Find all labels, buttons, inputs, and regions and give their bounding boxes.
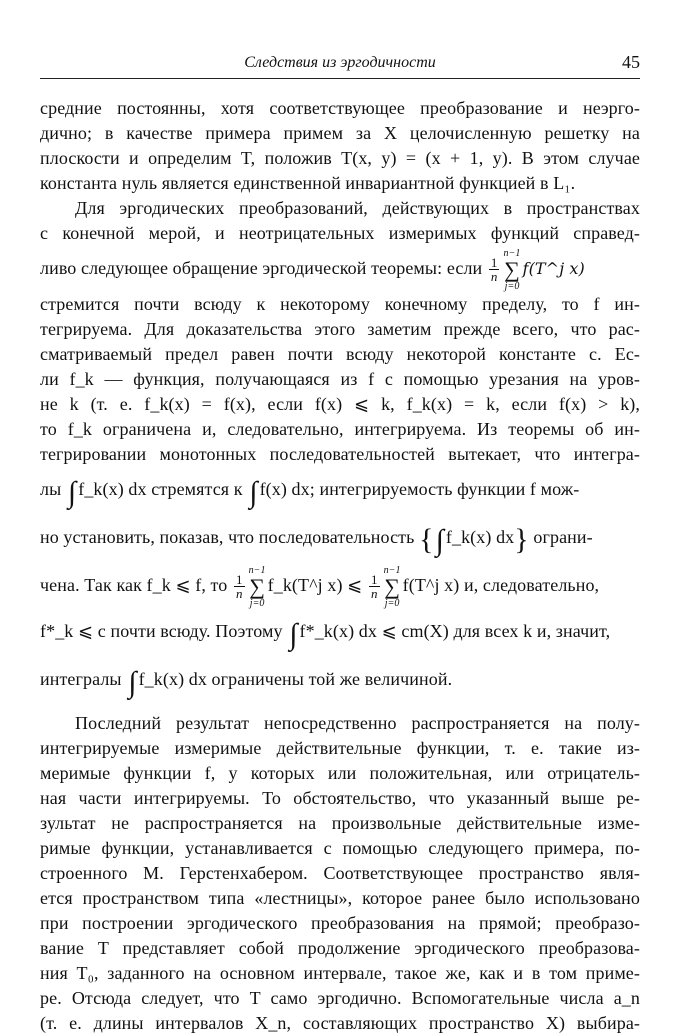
text-fragment: но установить, показав, что последовательность <box>40 526 415 547</box>
integral-sign: ∫ <box>67 475 77 509</box>
integral-sign: ∫ <box>128 665 137 699</box>
text-line: то f_k ограничена и, следовательно, интегрируема. Из теоремы об ин- <box>40 418 640 439</box>
text-fragment: f_k(T^j x) ⩽ <box>267 574 363 595</box>
text-fragment: ограни- <box>533 526 593 547</box>
text-line-with-integral <box>40 609 640 657</box>
text-line: ния T₀, заданного на основном интервале, такое же, как и в том приме- <box>40 962 640 983</box>
right-brace: } <box>514 522 529 556</box>
text-line: строенного М. Герстенхабером. Соответствующее пространство явля- <box>40 862 640 883</box>
fraction-numerator: 1 <box>235 572 243 588</box>
running-header <box>40 50 640 79</box>
text-line: ется пространством типа «лестницы», которое ранее было использовано <box>40 887 640 908</box>
page-number: 45 <box>622 52 640 72</box>
text-fragment: лы <box>40 478 62 499</box>
text-line: средние постоянны, хотя соответствующее преобразование и неэрго- <box>40 98 640 118</box>
text-line: вание T представляет собой продолжение эргодического преобразова- <box>40 937 640 958</box>
text-line: не k (т. е. f_k(x) = f(x), если f(x) ⩽ k, f_k(x) = k, если f(x) > k), <box>40 393 640 414</box>
text-line: константа нуль является единственной инвариантной функцией в L₁. <box>40 173 576 193</box>
sum-lower-limit: j=0 <box>504 280 520 292</box>
text-fragment: f_k(x) dx стремятся к <box>78 478 243 499</box>
text-line: с конечной мерой, и неотрицательных измеримых функций справед- <box>40 223 640 243</box>
text-line: при построении эргодического преобразования на прямой; преобразо- <box>40 912 640 933</box>
text-line: ная части интегрируемы. То обстоятельство, что указанный выше ре- <box>40 787 640 808</box>
fraction-numerator: 1 <box>370 572 378 588</box>
text-line: дично; в качестве примера примем за X целочисленную решетку на <box>40 123 640 143</box>
text-fragment: интегралы <box>40 668 122 689</box>
running-title: Следствия из эргодичности <box>244 54 436 71</box>
text-line: стремится почти всюду к некоторому конечному пределу, то f ин- <box>40 293 640 314</box>
text-line: тегрируема. Для доказательства этого заметим прежде всего, что рас- <box>40 318 640 339</box>
fraction <box>369 573 380 600</box>
summation <box>249 565 266 609</box>
text-fragment: f*_k(x) dx ⩽ cm(X) для всех k и, значит, <box>299 620 611 641</box>
fraction-denominator: n <box>235 586 243 602</box>
fraction-numerator: 1 <box>490 255 498 271</box>
text-line-with-integrals <box>40 467 640 515</box>
sigma-symbol: ∑ <box>504 256 520 282</box>
text-fragment: f*_k ⩽ c почти всюду. Поэтому <box>40 620 283 641</box>
math-expression: f(T^j x) <box>522 259 585 278</box>
sigma-symbol: ∑ <box>384 573 400 599</box>
left-brace: { <box>419 522 434 556</box>
text-fragment: чена. Так как f_k ⩽ f, то <box>40 574 228 595</box>
paragraph-1 <box>40 96 640 196</box>
integral-sign: ∫ <box>435 523 444 557</box>
sum-lower-limit: j=0 <box>249 597 265 609</box>
sum-upper-limit: n−1 <box>248 564 266 576</box>
text-line: зультат не распространяется на произвольные действительные изме- <box>40 812 640 833</box>
text-fragment: f(x) dx; интегрируемость функции f мож- <box>259 478 580 499</box>
sum-lower-limit: j=0 <box>384 597 400 609</box>
text-fragment: f(T^j x) и, следовательно, <box>402 574 600 595</box>
text-line: сматриваемый предел равен почти всюду некоторой константе c. Ес- <box>40 343 640 364</box>
text-line: тегрировании монотонных последовательностей вытекает, что интегра- <box>40 443 640 464</box>
text-line: интегрируемые измеримые действительные функции, т. е. такие из- <box>40 737 640 758</box>
sigma-symbol: ∑ <box>249 573 265 599</box>
text-line: ли f_k — функция, получающаяся из f с помощью урезания на уров- <box>40 368 640 389</box>
text-line-with-sums <box>40 563 640 609</box>
paragraph-3 <box>40 711 640 1036</box>
text-line: (т. е. длины интервалов X_n, составляющих пространство X) выбира- <box>40 1012 640 1033</box>
text-fragment: f_k(x) dx ограничены той же величиной. <box>138 668 453 689</box>
sum-upper-limit: n−1 <box>383 564 401 576</box>
integral-sign: ∫ <box>289 617 298 651</box>
fraction-denominator: n <box>370 586 378 602</box>
integral-sign: ∫ <box>249 475 258 509</box>
text-line-with-integral <box>40 657 640 705</box>
paragraph-2 <box>40 196 640 705</box>
fraction <box>489 256 500 283</box>
body-text <box>40 96 640 1036</box>
summation <box>503 248 520 292</box>
fraction <box>234 573 245 600</box>
text-line: Последний результат непосредственно распространяется на полу- <box>75 712 640 733</box>
text-fragment: f_k(x) dx <box>445 526 515 547</box>
text-line: плоскости и определим T, положив T(x, y) = (x + 1, y). В этом случае <box>40 148 640 168</box>
summation <box>384 565 401 609</box>
fraction-denominator: n <box>490 269 498 285</box>
text-line-with-sum <box>40 246 640 292</box>
text-line: меримые функции f, у которых или положительная, или отрицатель- <box>40 762 640 783</box>
text-fragment: ливо следующее обращение эргодической теоремы: если <box>40 258 483 278</box>
text-line: Для эргодических преобразований, действующих в пространствах <box>75 198 640 218</box>
text-line: ре. Отсюда следует, что T само эргодично. Вспомогательные числа a_n <box>40 987 640 1008</box>
text-line-with-sequence <box>40 515 640 563</box>
sum-upper-limit: n−1 <box>503 247 521 259</box>
text-line: римые функции, устанавливается с помощью следующего примера, по- <box>40 837 640 858</box>
